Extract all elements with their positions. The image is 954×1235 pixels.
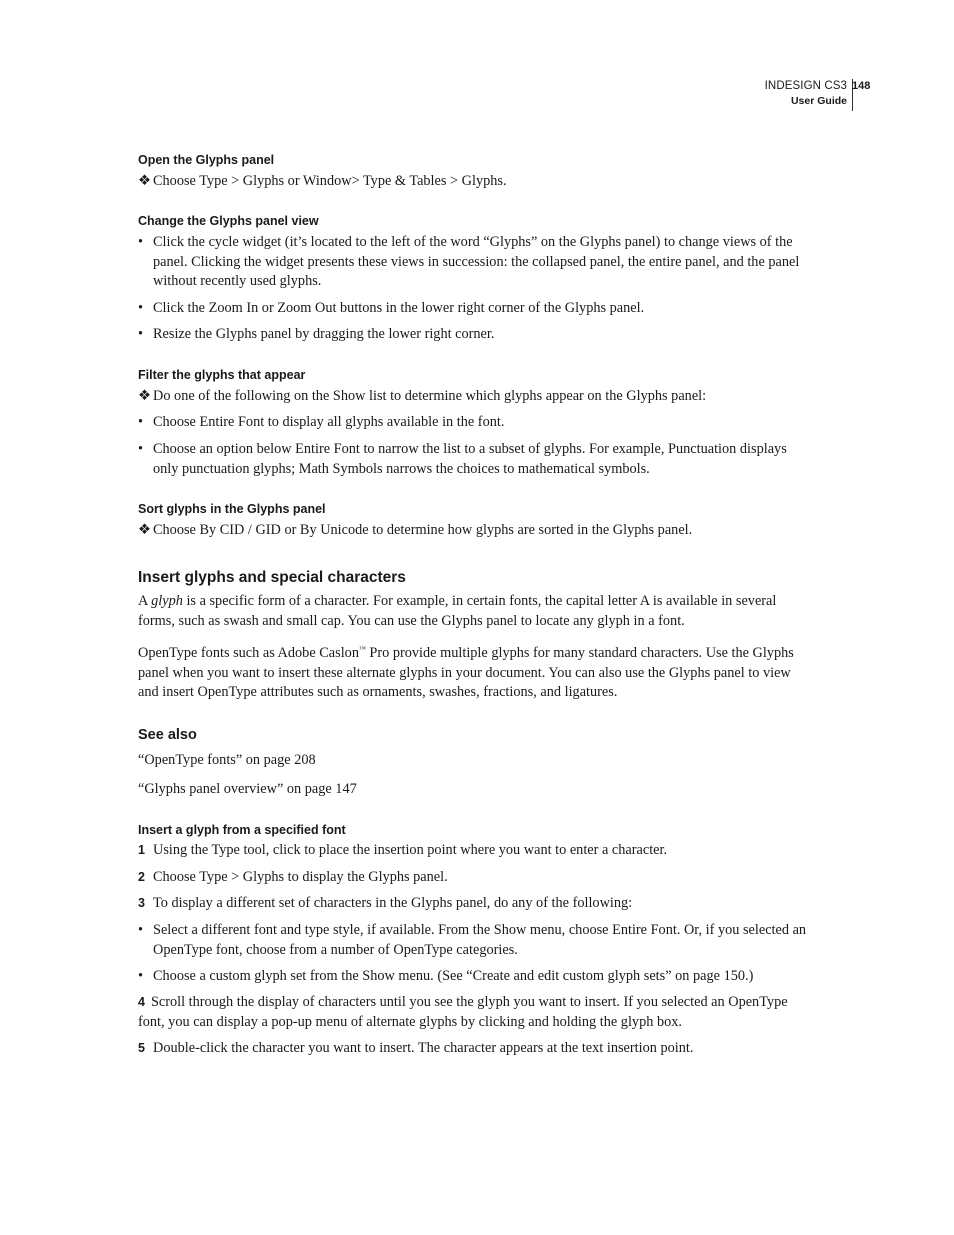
step-text: Choose Type > Glyphs or Window> Type & Tables > Glyphs. xyxy=(153,173,507,189)
list-item xyxy=(138,233,814,292)
page-number: 148 xyxy=(852,80,871,92)
guide-name: User Guide xyxy=(790,95,847,107)
see-also-link-glyphs-overview[interactable]: “Glyphs panel overview” on page 147 xyxy=(138,781,357,797)
italic-term: glyph xyxy=(151,593,183,609)
step-text: Choose By CID / GID or By Unicode to determine how glyphs are sorted in the Glyphs panel. xyxy=(153,522,693,538)
step-marker-icon: ❖ xyxy=(138,388,151,404)
step-sort xyxy=(138,521,814,541)
text-run: OpenType fonts such as Adobe Caslon xyxy=(138,645,359,661)
numbered-step xyxy=(138,841,814,861)
bullet-icon: • xyxy=(138,922,144,938)
list-item xyxy=(138,440,814,479)
text-run: is a specific form of a character. For example, in certain fonts, the capital letter A is available in several forms, such as swash and small cap. You can use the Glyphs panel to locate any glyph in a font. xyxy=(138,593,777,629)
numbered-step xyxy=(138,894,814,914)
heading-open-glyphs-panel: Open the Glyphs panel xyxy=(138,153,275,167)
see-also-link-opentype-fonts[interactable]: “OpenType fonts” on page 208 xyxy=(138,752,316,768)
heading-filter-glyphs: Filter the glyphs that appear xyxy=(138,368,306,382)
step-number: 2 xyxy=(138,870,145,884)
step-text: Double-click the character you want to insert. The character appears at the text insertion point. xyxy=(153,1040,694,1056)
trademark-symbol: ™ xyxy=(358,645,366,653)
heading-see-also: See also xyxy=(138,727,197,743)
paragraph-opentype xyxy=(138,640,814,703)
text-run: Pro provide multiple glyphs for many standard characters. Use the Glyphs panel when you want to insert these alternate glyphs in your document. You can also use the Glyphs panel to view and insert OpenType attributes such as ornaments, swashes, fractions, and ligatures. xyxy=(138,645,794,701)
bullet-text: Choose a custom glyph set from the Show menu. (See “Create and edit custom glyph sets” on page 150.) xyxy=(153,968,754,984)
step-open-glyphs xyxy=(138,172,814,192)
list-item xyxy=(138,325,814,345)
step-number: 5 xyxy=(138,1041,145,1055)
heading-sort-glyphs: Sort glyphs in the Glyphs panel xyxy=(138,502,326,516)
list-item xyxy=(138,413,814,433)
bullet-text: Choose an option below Entire Font to narrow the list to a subset of glyphs. For example, Punctuation displays only punctuation glyphs; Math Symbols narrows the choices to mathematical symbols. xyxy=(153,441,787,477)
step-marker-icon: ❖ xyxy=(138,522,151,538)
step-text: Choose Type > Glyphs to display the Glyphs panel. xyxy=(153,869,448,885)
step-text: Using the Type tool, click to place the insertion point where you want to enter a character. xyxy=(153,842,668,858)
bullet-text: Select a different font and type style, if available. From the Show menu, choose Entire Font. Or, if you selected an OpenType font, choose from a number of OpenType categories. xyxy=(153,922,807,958)
list-item xyxy=(138,921,814,960)
step-number: 4 xyxy=(138,995,145,1009)
product-name: INDESIGN CS3 xyxy=(764,80,847,92)
heading-change-view: Change the Glyphs panel view xyxy=(138,214,319,228)
numbered-step xyxy=(138,1039,814,1059)
step-number: 1 xyxy=(138,843,145,857)
text-run: A xyxy=(138,593,152,609)
step-marker-icon: ❖ xyxy=(138,173,151,189)
bullet-icon: • xyxy=(138,414,144,430)
list-item xyxy=(138,299,814,319)
list-item xyxy=(138,967,814,987)
paragraph-glyph-definition xyxy=(138,592,814,631)
bullet-icon: • xyxy=(138,234,144,250)
bullet-icon: • xyxy=(138,326,144,342)
step-filter xyxy=(138,387,814,407)
step-text: To display a different set of characters in the Glyphs panel, do any of the following: xyxy=(153,895,633,911)
heading-insert-glyphs: Insert glyphs and special characters xyxy=(138,569,406,586)
bullet-icon: • xyxy=(138,441,144,457)
bullet-text: Resize the Glyphs panel by dragging the lower right corner. xyxy=(153,326,495,342)
numbered-step xyxy=(138,868,814,888)
bullet-text: Click the cycle widget (it’s located to the left of the word “Glyphs” on the Glyphs panel) to change views of the panel. Clicking the widget presents these views in succession: the collapsed panel, the entire panel, and the panel without recently used glyphs. xyxy=(153,234,800,290)
running-header xyxy=(765,79,847,109)
step-text: Scroll through the display of characters until you see the glyph you want to insert. If you selected an OpenType font, you can display a pop-up menu of alternate glyphs by clicking and holding the glyph box. xyxy=(138,994,788,1030)
numbered-step-4 xyxy=(138,993,814,1032)
bullet-text: Choose Entire Font to display all glyphs available in the font. xyxy=(153,414,505,430)
heading-insert-from-font: Insert a glyph from a specified font xyxy=(138,823,346,837)
step-text: Do one of the following on the Show list to determine which glyphs appear on the Glyphs panel: xyxy=(153,388,707,404)
bullet-icon: • xyxy=(138,968,144,984)
step-number: 3 xyxy=(138,896,145,910)
bullet-text: Click the Zoom In or Zoom Out buttons in the lower right corner of the Glyphs panel. xyxy=(153,300,645,316)
bullet-icon: • xyxy=(138,300,144,316)
